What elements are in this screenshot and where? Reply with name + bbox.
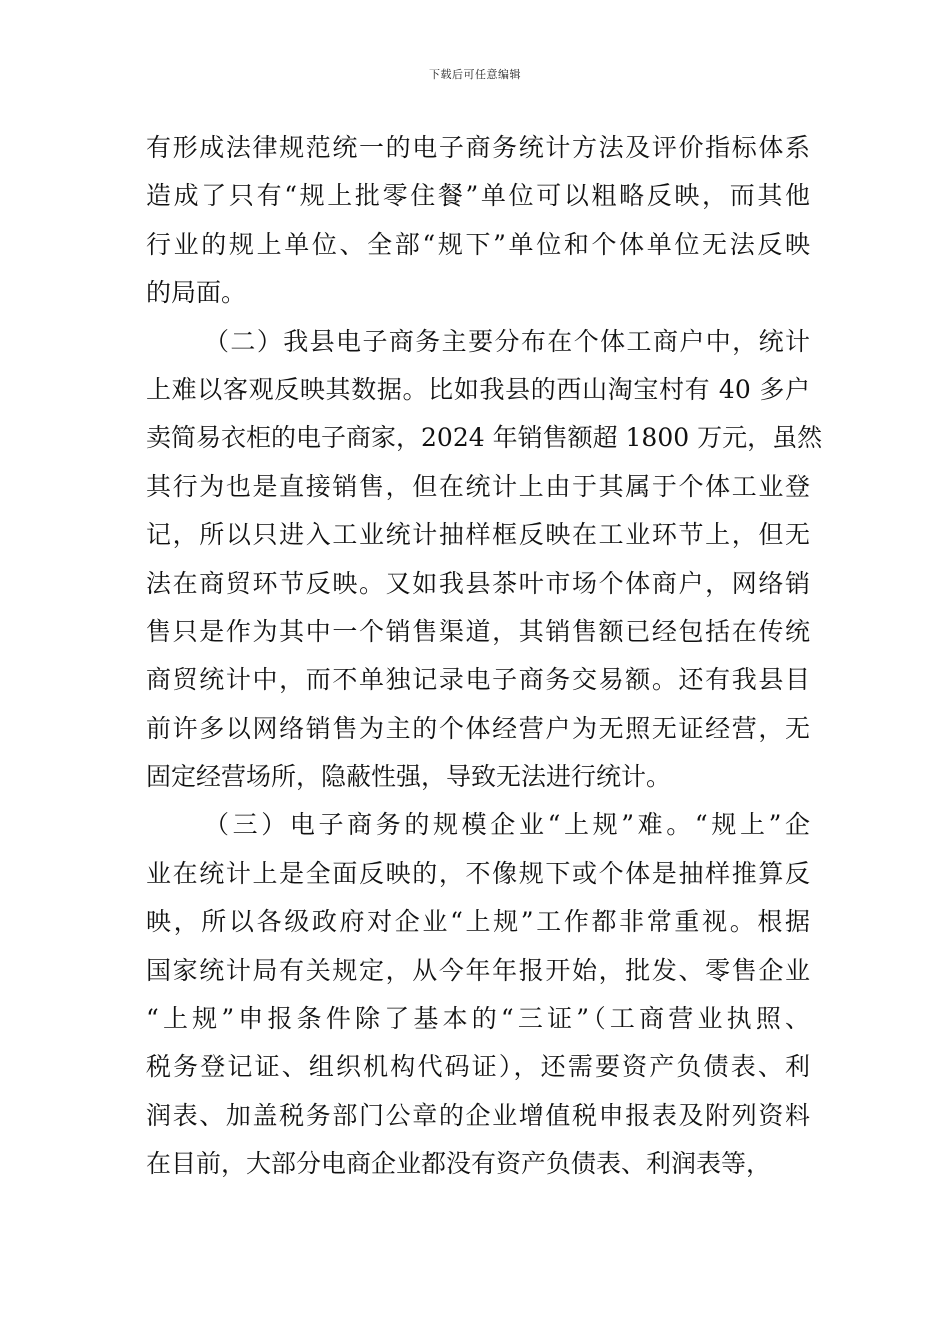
- text-line: 卖简易衣柜的电子商家，2024 年销售额超 1800 万元，虽然: [146, 423, 823, 453]
- text-line: 映，所以各级政府对企业“上规”工作都非常重视。根据: [146, 907, 810, 937]
- text-line: 记，所以只进入工业统计抽样框反映在工业环节上，但无: [146, 520, 810, 550]
- text-line: 润表、加盖税务部门公章的企业增值税申报表及附列资料: [146, 1100, 810, 1130]
- text-line: 上难以客观反映其数据。比如我县的西山淘宝村有 40 多户: [146, 374, 810, 404]
- text-line: 法在商贸环节反映。又如我县茶叶市场个体商户，网络销: [146, 568, 810, 598]
- text-line: 税务登记证、组织机构代码证），还需要资产负债表、利: [146, 1052, 810, 1082]
- text-line: 造成了只有“规上批零住餐”单位可以粗略反映，而其他: [146, 181, 810, 211]
- page-header-note: 下载后可任意编辑: [429, 68, 521, 81]
- text-line: 行业的规上单位、全部“规下”单位和个体单位无法反映: [146, 229, 810, 259]
- paragraph-heading-line: （二）我县电子商务主要分布在个体工商户中，统计: [204, 326, 810, 356]
- text-line: “上规”申报条件除了基本的“三证”（工商营业执照、: [146, 1004, 810, 1034]
- text-line: 在目前，大部分电商企业都没有资产负债表、利润表等，: [146, 1149, 772, 1179]
- text-line: 有形成法律规范统一的电子商务统计方法及评价指标体系: [146, 133, 810, 162]
- text-line: 固定经营场所，隐蔽性强，导致无法进行统计。: [146, 762, 672, 792]
- document-body: [146, 124, 823, 1189]
- text-line: 国家统计局有关规定，从今年年报开始，批发、零售企业: [146, 955, 810, 985]
- text-line: 商贸统计中，而不单独记录电子商务交易额。还有我县目: [146, 665, 810, 695]
- paragraph-heading-line: （三）电子商务的规模企业“上规”难。“规上”企: [204, 810, 810, 840]
- text-line: 售只是作为其中一个销售渠道，其销售额已经包括在传统: [146, 616, 810, 646]
- text-line: 其行为也是直接销售，但在统计上由于其属于个体工业登: [146, 471, 810, 501]
- text-line: 的局面。: [146, 278, 247, 308]
- text-line: 业在统计上是全面反映的，不像规下或个体是抽样推算反: [146, 858, 810, 888]
- text-line: 前许多以网络销售为主的个体经营户为无照无证经营，无: [146, 713, 810, 743]
